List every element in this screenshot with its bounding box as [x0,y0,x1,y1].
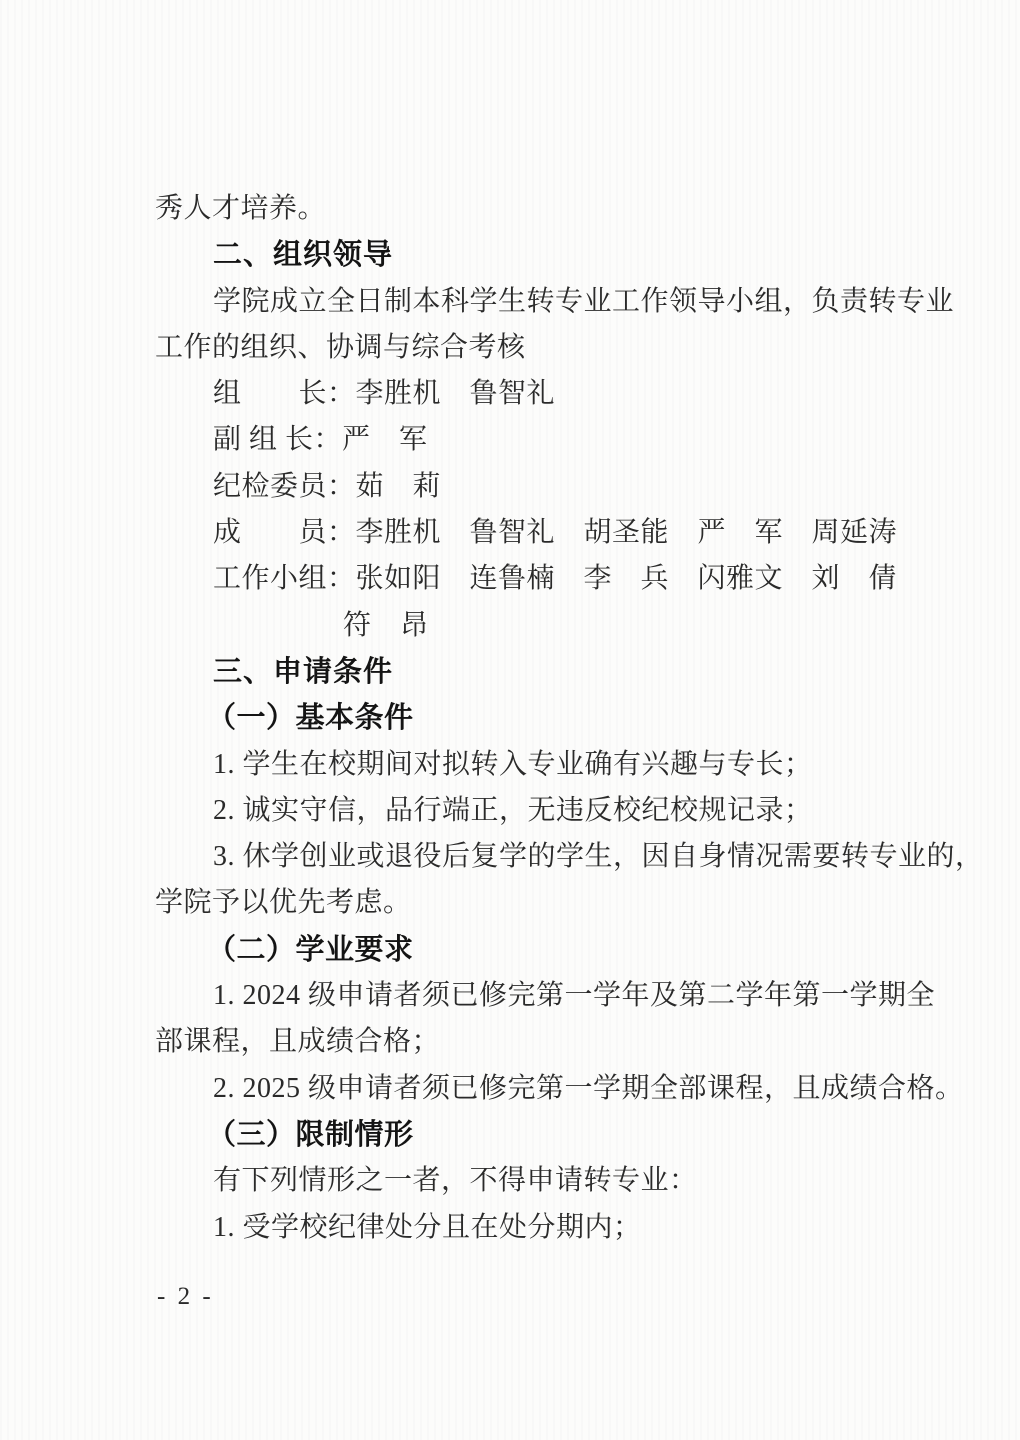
subheading-academic-requirements: （二）学业要求 [207,933,414,966]
basic-condition-item3-line2: 学院予以优先考虑。 [155,887,412,919]
paragraph-leading-group-line1: 学院成立全日制本科学生转专业工作领导小组，负责转专业 [213,285,955,317]
paragraph-leading-group-line2: 工作的组织、协调与综合考核 [155,331,526,363]
document-body [155,186,984,1251]
heading-section3-application-conditions: 三、申请条件 [213,655,394,688]
roster-working-group-line2: 符 昂 [343,609,429,641]
roster-members: 成 员：李胜机 鲁智礼 胡圣能 严 军 周延涛 [213,517,898,549]
academic-requirement-item1-line1: 1. 2024 级申请者须已修完第一学年及第二学年第一学期全 [213,980,936,1012]
restriction-item1: 1. 受学校纪律处分且在处分期内； [213,1211,642,1243]
roster-discipline-inspector: 纪检委员：茹 莉 [213,470,442,502]
roster-group-leader: 组 长：李胜机 鲁智礼 [213,378,556,410]
subheading-restriction-circumstances: （三）限制情形 [207,1118,414,1151]
restriction-intro: 有下列情形之一者，不得申请转专业： [213,1165,698,1197]
page-number: - 2 - [157,1283,214,1310]
subheading-basic-conditions: （一）基本条件 [207,702,414,735]
basic-condition-item2: 2. 诚实守信，品行端正，无违反校纪校规记录； [213,794,813,826]
roster-deputy-leader: 副 组 长：严 军 [213,424,428,456]
academic-requirement-item1-line2: 部课程，且成绩合格； [155,1026,441,1058]
academic-requirement-item2: 2. 2025 级申请者须已修完第一学期全部课程，且成绩合格。 [213,1072,964,1104]
roster-working-group-line1: 工作小组：张如阳 连鲁楠 李 兵 闪雅文 刘 倩 [213,563,898,595]
basic-condition-item3-line1: 3. 休学创业或退役后复学的学生，因自身情况需要转专业的， [213,841,984,873]
basic-condition-item1: 1. 学生在校期间对拟转入专业确有兴趣与专长； [213,748,813,780]
heading-section2-organization-leadership: 二、组织领导 [213,239,394,272]
paragraph-tail-talent-cultivation: 秀人才培养。 [155,193,327,224]
